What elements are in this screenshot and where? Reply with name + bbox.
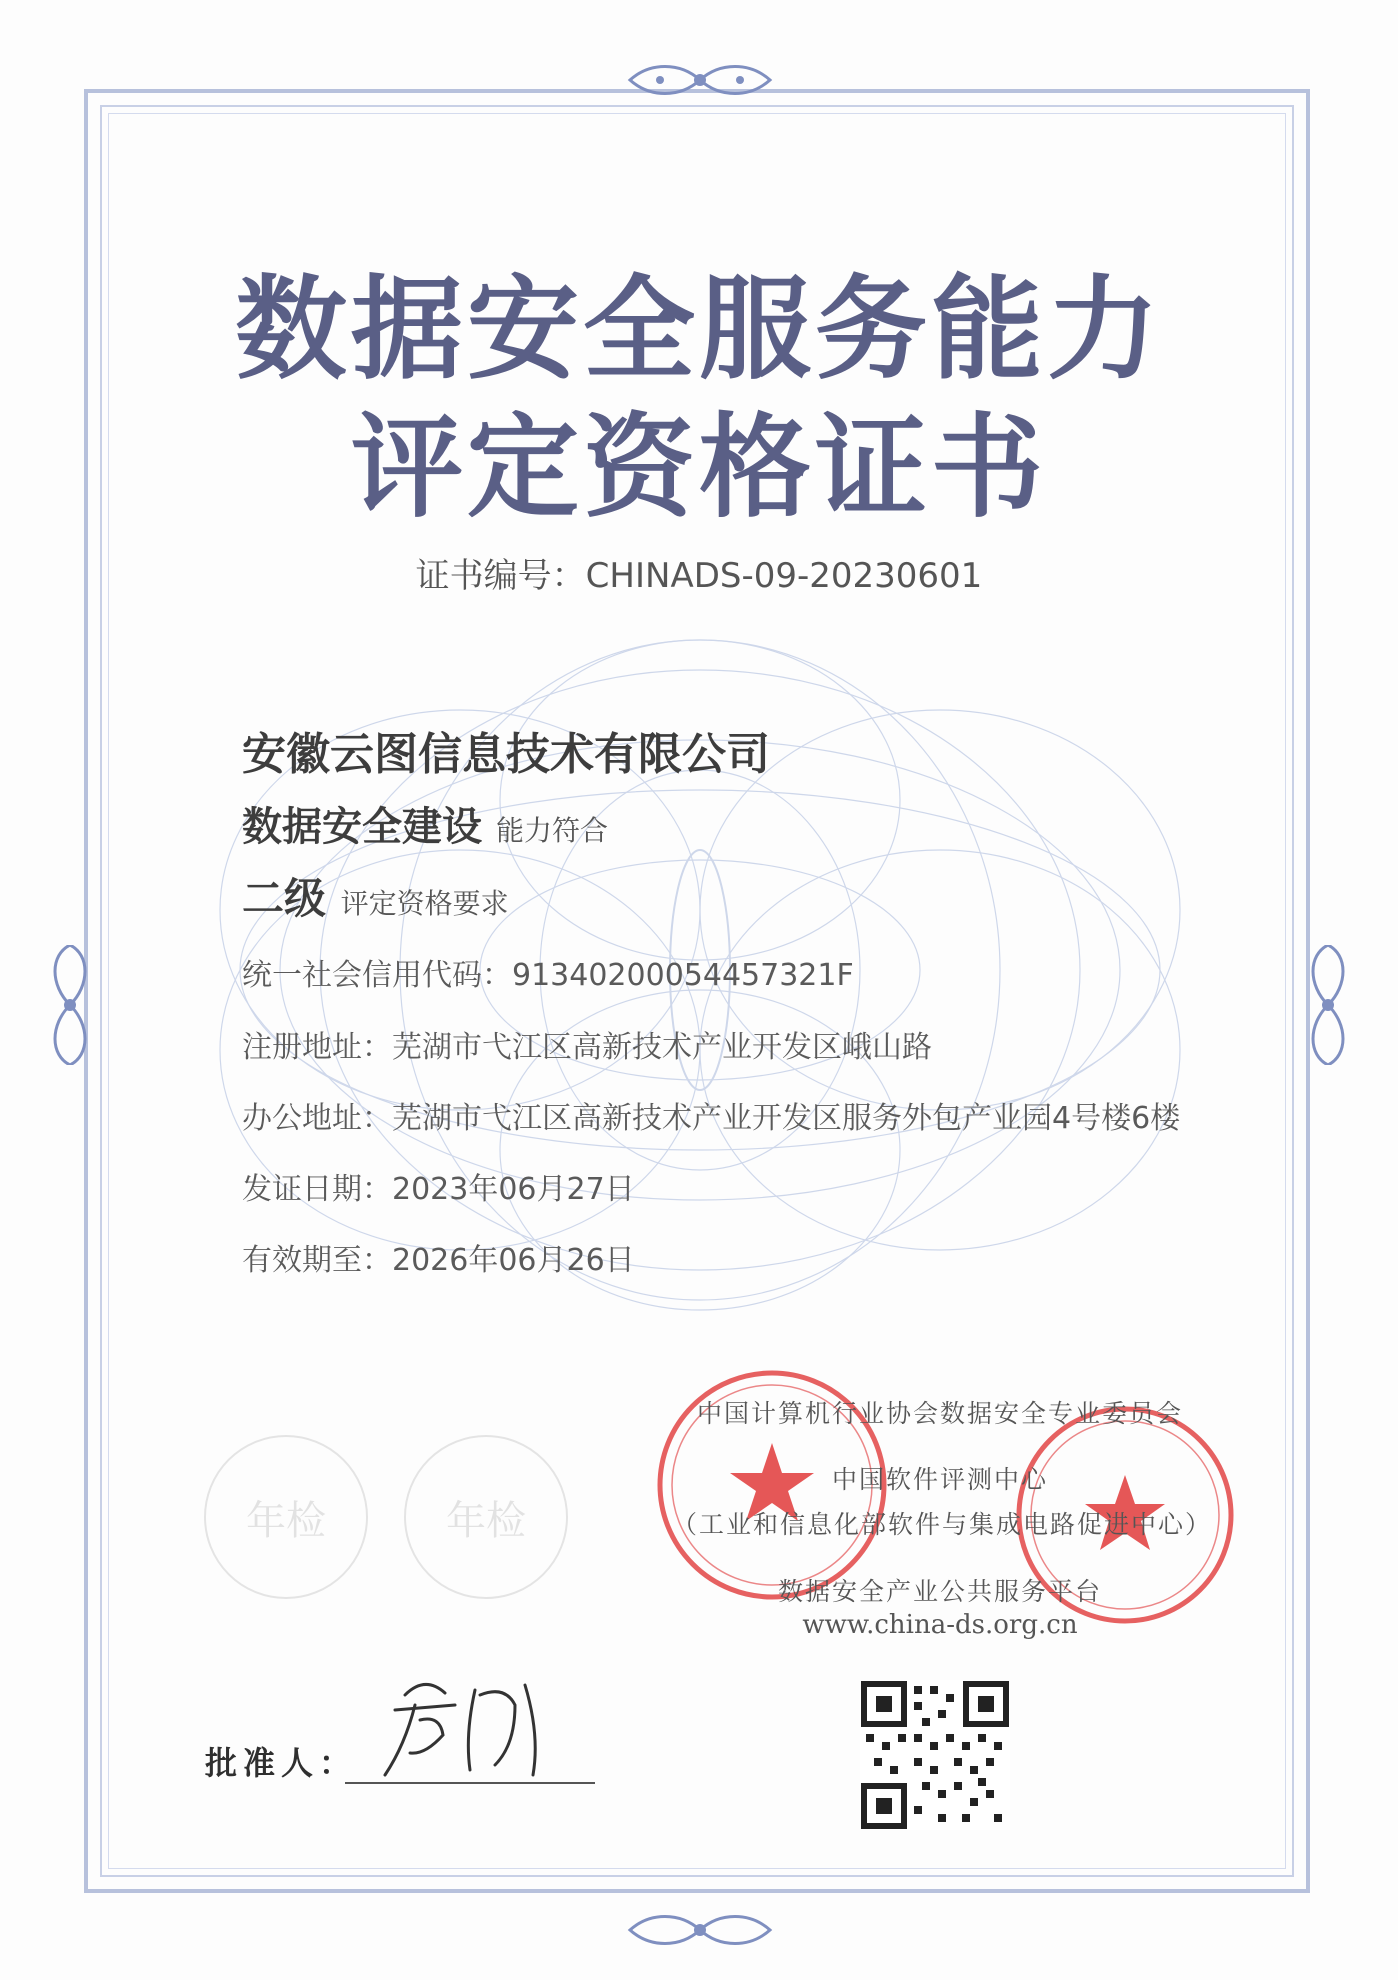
issuer-committee: 中国计算机行业协会数据安全专业委员会 — [696, 1399, 1183, 1428]
registered-address: 注册地址：芜湖市弋江区高新技术产业开发区峨山路 — [242, 1030, 932, 1065]
approver-label: 批准人： — [205, 1744, 358, 1782]
company-name: 安徽云图信息技术有限公司 — [242, 729, 770, 780]
annual-check-stamp-1 — [204, 1435, 368, 1599]
annual-check-stamp-2 — [404, 1435, 568, 1599]
approver-signature — [365, 1665, 565, 1785]
annual-check-label-1: 年检 — [246, 1497, 326, 1544]
left-ornament — [50, 945, 90, 1065]
certificate-title-line-2: 评定资格证书 — [351, 402, 1047, 533]
issuer-promotion-center: （工业和信息化部软件与集成电路促进中心） — [671, 1510, 1212, 1539]
capability-line — [242, 795, 608, 852]
grade-suffix: 评定资格要求 — [340, 887, 509, 920]
certificate-number: 证书编号：CHINADS-09-20230601 — [415, 556, 983, 596]
website-url: www.china-ds.org.cn — [802, 1610, 1078, 1640]
annual-check-label-2: 年检 — [446, 1497, 526, 1544]
capability-suffix: 能力符合 — [495, 814, 608, 847]
qr-code — [860, 1680, 1010, 1830]
right-ornament — [1308, 945, 1348, 1065]
valid-until: 有效期至：2026年06月26日 — [242, 1243, 635, 1278]
credit-code: 统一社会信用代码：91340200054457321F — [242, 958, 854, 993]
bottom-ornament — [620, 1912, 780, 1948]
grade-value: 二级 — [242, 874, 327, 923]
certificate-title-line-1: 数据安全服务能力 — [235, 264, 1163, 395]
issue-date: 发证日期：2023年06月27日 — [242, 1172, 635, 1207]
office-address: 办公地址：芜湖市弋江区高新技术产业开发区服务外包产业园4号楼6楼 — [242, 1101, 1181, 1136]
capability-area: 数据安全建设 — [242, 804, 482, 850]
top-ornament — [620, 62, 780, 98]
grade-line — [242, 866, 509, 926]
issuer-platform: 数据安全产业公共服务平台 — [777, 1577, 1102, 1606]
issuer-test-center: 中国软件评测中心 — [831, 1465, 1048, 1494]
